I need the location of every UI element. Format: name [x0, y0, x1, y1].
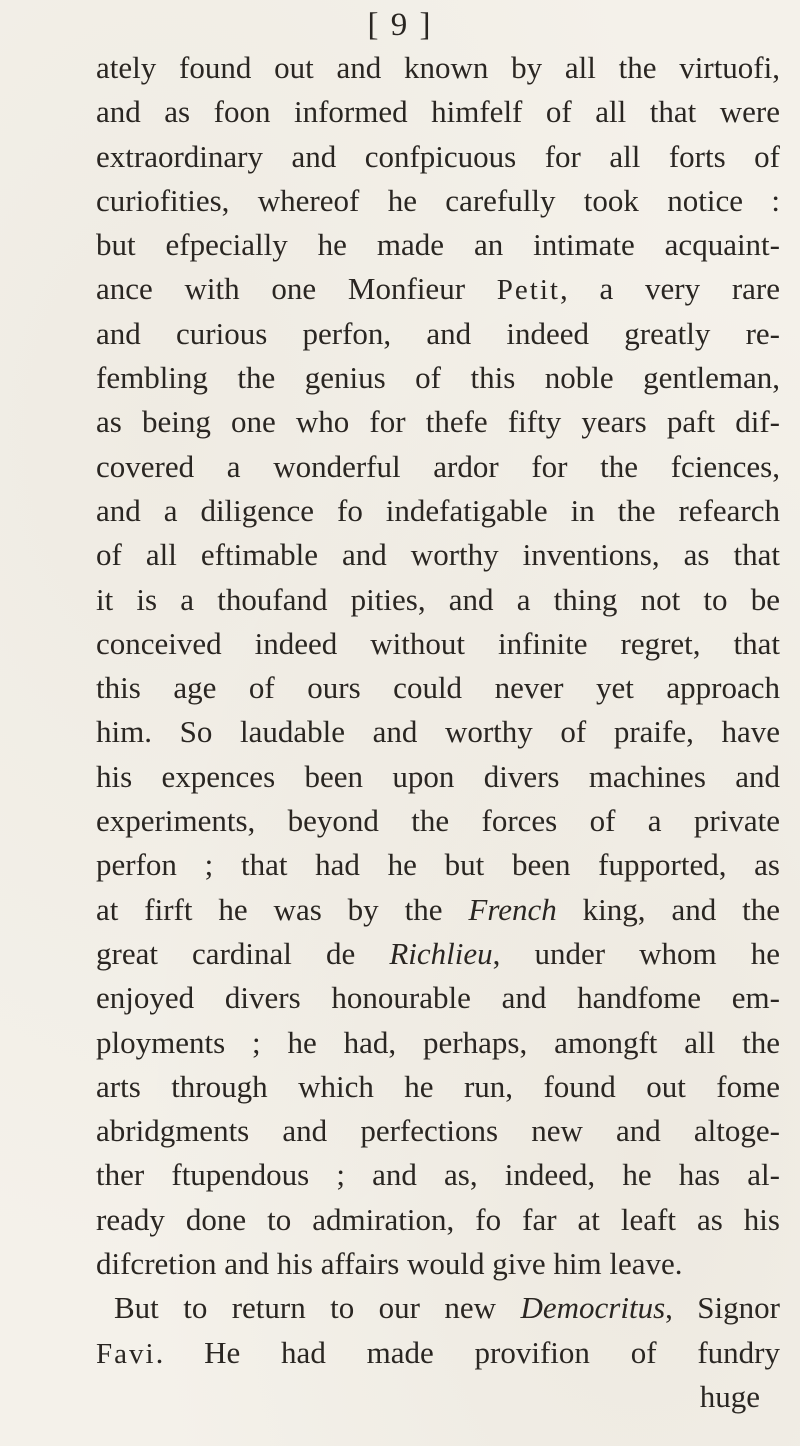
text-line: and as foon informed himfelf of all that were — [96, 94, 780, 130]
text-line: ther ftupendous ; and as, indeed, he has al- — [96, 1157, 780, 1193]
text-line: as being one who for thefe fifty years paft dif- — [96, 404, 780, 440]
text-line: but efpecially he made an intimate acquaint- — [96, 227, 780, 263]
text-line: covered a wonderful ardor for the fciences, — [96, 448, 780, 484]
text-line — [96, 1286, 780, 1330]
text-line: curiofities, whereof he carefully took notice : — [96, 182, 780, 218]
body-text — [96, 46, 780, 1419]
text-segment: , under whom he — [492, 935, 780, 971]
text-line: enjoyed divers honourable and handfome em- — [96, 980, 780, 1016]
text-line: ately found out and known by all the virtuofi, — [96, 50, 780, 85]
text-line: difcretion and his affairs would give him leave. — [96, 1246, 683, 1282]
text-line: and curious perfon, and indeed greatly re- — [96, 315, 780, 351]
text-segment: at firft he was by the — [96, 891, 469, 927]
text-line: of all eftimable and worthy inventions, as that — [96, 537, 780, 573]
catchword: huge — [699, 1378, 760, 1414]
text-line: extraordinary and confpicuous for all forts of — [96, 138, 780, 174]
word-french: French — [468, 891, 557, 927]
text-line: ployments ; he had, perhaps, amongft all the — [96, 1024, 780, 1060]
text-line: conceived indeed without infinite regret, that — [96, 625, 780, 661]
text-line: his expences been upon divers machines and — [96, 758, 780, 794]
text-line: perfon ; that had he but been fupported, as — [96, 847, 780, 883]
text-line — [96, 267, 780, 311]
name-richlieu: Richlieu — [389, 935, 493, 971]
text-segment: , a very rare — [559, 271, 780, 307]
text-line: him. So laudable and worthy of praife, have — [96, 714, 780, 750]
text-line: and a diligence fo indefatigable in the refearch — [96, 492, 780, 528]
text-line — [96, 888, 780, 932]
name-democritus: Democritus — [520, 1290, 666, 1326]
text-segment: great cardinal de — [96, 935, 390, 971]
name-petit: Petit — [496, 274, 560, 307]
text-line: ready done to admiration, fo far at leaft as his — [96, 1201, 780, 1237]
text-line: this age of ours could never yet approach — [96, 670, 780, 706]
text-line: arts through which he run, found out fome — [96, 1068, 780, 1104]
text-segment: ance with one Monfieur — [96, 271, 497, 307]
text-line: abridgments and perfections new and altoge- — [96, 1113, 780, 1149]
text-line — [96, 932, 780, 976]
text-segment: But to return to our new — [114, 1290, 521, 1326]
text-line — [96, 1331, 780, 1375]
text-line: experiments, beyond the forces of a private — [96, 803, 780, 839]
text-line: it is a thoufand pities, and a thing not to be — [96, 581, 780, 617]
page-number: [ 9 ] — [367, 7, 433, 43]
text-segment: king, and the — [556, 891, 780, 927]
text-line: fembling the genius of this noble gentleman, — [96, 360, 780, 396]
text-segment: , Signor — [665, 1290, 780, 1326]
text-segment: . He had made provifion of fundry — [155, 1334, 780, 1370]
name-favi: Favi — [96, 1337, 156, 1370]
